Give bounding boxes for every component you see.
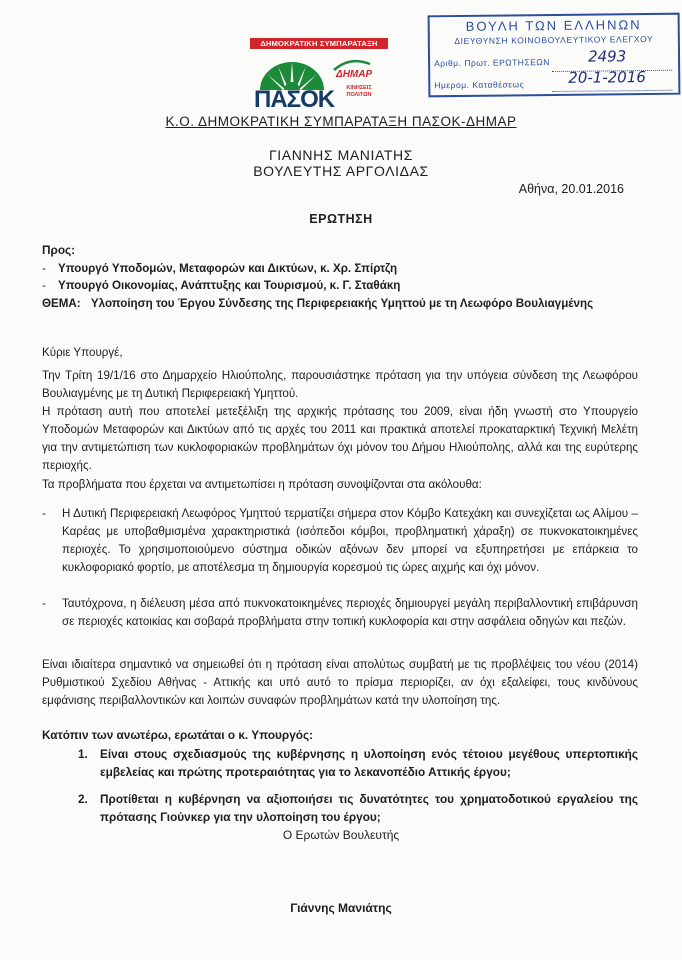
stamp-protocol-number: 2493: [587, 47, 627, 66]
stamp-protocol-label: Αριθμ. Πρωτ. ΕΡΩΤΗΣΕΩΝ: [434, 57, 550, 69]
logo-dimar-text: ΔΗΜΑΡ: [336, 69, 373, 80]
question-intro: Κατόπιν των ανωτέρω, ερωτάται ο κ. Υπουργός:: [42, 728, 314, 742]
logo-pasok-text: ΠΑΣΟΚ: [254, 86, 335, 113]
logo-dimar-subtitle: ΚΙΝΗΣΕΙΣ ΠΟΛΙΤΩΝ: [346, 85, 372, 98]
logo-banner: ΔΗΜΟΚΡΑΤΙΚΗ ΣΥΜΠΑΡΑΤΑΞΗ: [250, 38, 388, 49]
stamp-date-value: 20-1-2016: [568, 68, 646, 87]
question-item: 1. Είναι στους σχεδιασμούς της κυβέρνησης η υλοποίηση ενός τέτοιου μεγέθους υπερτοπικής εμβελείας και πρώτης προτεραιότητας για το λεκανοπέδιο Αττικής έργου;: [78, 747, 638, 779]
subject-line: ΘΕΜΑ: Υλοποίηση του Έργου Σύνδεσης της Περιφερειακής Υμηττού με τη Λεωφόρο Βουλιαγμένης: [42, 297, 594, 310]
paragraph: Τα προβλήματα που έρχεται να αντιμετωπίσει η πρόταση συνοψίζονται στα ακόλουθα:: [42, 478, 482, 491]
stamp-title: ΒΟΥΛΗ ΤΩΝ ΕΛΛΗΝΩΝ: [465, 17, 642, 34]
stamp-date-line: [552, 90, 672, 92]
dash-list-item: - Ταυτόχρονα, η διέλευση μέσα από πυκνοκατοικημένες περιοχές δημιουργεί μεγάλη περιβαλλοντική επιβάρυνση σε περιοχές κατοικίας και σοβαρά προβλήματα στην τοπική κυκλοφορία και στην ασφάλεια οδηγών και πεζών.: [42, 597, 638, 628]
signature-name: Γιάννης Μανιάτης: [290, 901, 392, 915]
salutation: Κύριε Υπουργέ,: [42, 346, 123, 359]
header-mp-name: ΓΙΑΝΝΗΣ ΜΑΝΙΑΤΗΣ: [268, 147, 414, 163]
dash-list-item: - Η Δυτική Περιφερειακή Λεωφόρος Υμηττού τερματίζει σήμερα στον Κόμβο Κατεχάκη και συνεχίζεται ως Αλίμου – Καρέας με υποβαθμισμένα χαρακτηριστικά (ισόπεδοι κόμβοι, προβληματική χάραξη) σε πυκνοκατοικημένες περιοχές. Το χρησιμοποιούμενο σύστημα οδικών αξόνων δεν μπορεί να εξυπηρετήσει με επάρκεια το κυκλοφοριακό φορτίο, με αποτέλεσμα τη δημιουργία κορεσμού τις ώρες αιχμής και όχι μόνον.: [42, 507, 638, 574]
paragraph: Είναι ιδιαίτερα σημαντικό να σημειωθεί ότι η πρόταση είναι απολύτως συμβατή με τις προβλέψεις του νέου (2014) Ρυθμιστικού Σχεδίου Αθήνας - Αττικής και υπό αυτό το πρίσμα περιορίζει, αν όχι εξαλείφει, τους κινδύνους εμφάνισης περιβαλλοντικών και λοιπών συναφών προβλημάτων κατά την υλοποίηση της.: [42, 658, 638, 707]
header-organization: Κ.Ο. ΔΗΜΟΚΡΑΤΙΚΗ ΣΥΜΠΑΡΑΤΑΞΗ ΠΑΣΟΚ-ΔΗΜΑΡ: [165, 114, 517, 129]
sun-icon: [252, 56, 332, 90]
closing-line: Ο Ερωτών Βουλευτής: [282, 828, 400, 842]
stamp-subtitle: ΔΙΕΥΘΥΝΣΗ ΚΟΙΝΟΒΟΥΛΕΥΤΙΚΟΥ ΕΛΕΓΧΟΥ: [454, 33, 654, 47]
recipient-item: - Υπουργό Υποδομών, Μεταφορών και Δικτύων, κ. Χρ. Σπίρτζη: [42, 262, 398, 275]
document-title: ΕΡΩΤΗΣΗ: [309, 212, 373, 226]
paragraph: Η πρόταση αυτή που αποτελεί μετεξέλιξη της αρχικής πρότασης του 2009, είναι ήδη γνωστή στο Υπουργείο Υποδομών Μεταφορών και Δικτύων από τις αρχές του 2011 και πρακτικά αποτελεί προκαταρκτική Τεχνική Μελέτη για την αντιμετώπιση των κυκλοφοριακών προβλημάτων όχι μόνον του Δήμου Ηλιούπολης, αλλά και της ευρύτερης περιοχής.: [42, 405, 638, 472]
to-label: Προς:: [42, 243, 76, 257]
parliament-stamp: [428, 13, 681, 98]
question-item: 2. Προτίθεται η κυβέρνηση να αξιοποιήσει τις δυνατότητες του χρηματοδοτικού εργαλείου της πρότασης Γιούνκερ για την υλοποίηση του έργου;: [78, 792, 638, 824]
document-date: Αθήνα, 20.01.2016: [518, 182, 624, 196]
stamp-date-label: Ημερομ. Καταθέσεως: [434, 79, 525, 91]
header-mp-role: ΒΟΥΛΕΥΤΗΣ ΑΡΓΟΛΙΔΑΣ: [253, 163, 429, 179]
recipient-item: - Υπουργό Οικονομίας, Ανάπτυξης και Τουρισμού, κ. Γ. Σταθάκη: [42, 279, 401, 292]
party-logo: [232, 38, 392, 120]
paragraph: Την Τρίτη 19/1/16 στο Δημαρχείο Ηλιούπολης, παρουσιάστηκε πρόταση για την υπόγεια σύνδεση της Λεωφόρου Βουλιαγμένης με τη Δυτική Περιφερειακή Υμηττού.: [42, 369, 638, 400]
